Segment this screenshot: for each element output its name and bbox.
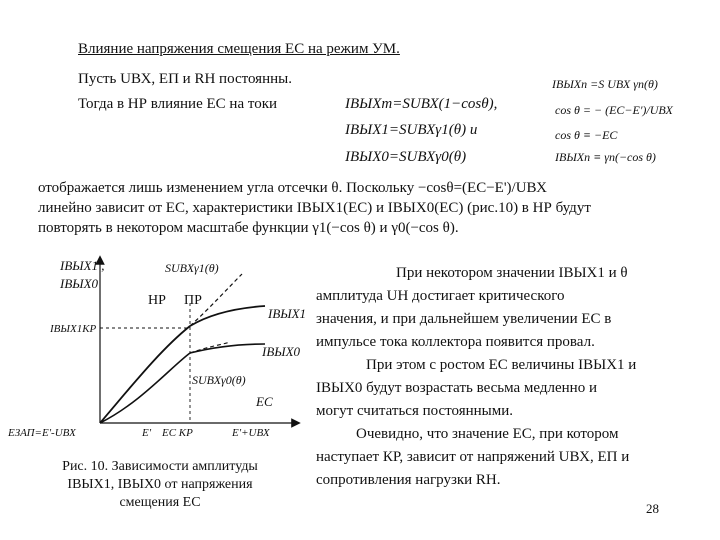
y-axis-label-1: IВЫХ1 , bbox=[60, 258, 105, 273]
figure-caption bbox=[40, 458, 280, 512]
x-tick-ezap: EЗАП=E'-UВХ bbox=[8, 427, 76, 439]
caption-line-2: IВЫХ1, IВЫХ0 от напряжения bbox=[67, 477, 253, 492]
right-line-4: импульсе тока коллектора появится провал. bbox=[316, 334, 595, 350]
right-line-9: наступает КР, зависит от напряжений UВХ, EП и bbox=[316, 449, 630, 465]
caption-line-1: Рис. 10. Зависимости амплитуды bbox=[62, 459, 258, 474]
right-line-2: амплитуда UН достигает критического bbox=[316, 288, 565, 304]
formula-ivyx1: IВЫХ1=SUВХγ1(θ) и bbox=[345, 122, 478, 138]
formula-cos-theta: cos θ = − (EC−E')/UВХ bbox=[555, 103, 673, 117]
premise-text-2: Тогда в НР влияние EC на токи bbox=[78, 96, 278, 112]
curve-label-i1: IВЫХ1 bbox=[268, 306, 307, 321]
curve-i1-nr bbox=[100, 326, 190, 423]
caption-line-3: смещения EC bbox=[119, 495, 201, 510]
x-tick-ekr: EС КР bbox=[162, 427, 193, 439]
region-label-pr: ПР bbox=[184, 293, 202, 308]
right-line-5: При этом с ростом EC величины IВЫХ1 и bbox=[366, 357, 637, 373]
formula-ivyxn-equiv: IВЫХn ≡ γn(−cos θ) bbox=[555, 150, 656, 164]
curve-label-gamma1: SUВХγ1(θ) bbox=[165, 261, 219, 275]
y-tick-kr-label: IВЫХ1КР bbox=[50, 323, 97, 335]
curve-i0-nr bbox=[100, 353, 190, 423]
premise-text: Пусть UВХ, EП и RН постоянны. bbox=[78, 71, 292, 87]
region-label-nr: НР bbox=[148, 293, 166, 308]
paragraph-line-3: повторять в некотором масштабе функции γ1(−cos θ) и γ0(−cos θ). bbox=[38, 220, 459, 236]
x-axis-label: EC bbox=[256, 394, 273, 409]
right-line-6: IВЫХ0 будут возрастать весьма медленно и bbox=[316, 380, 597, 396]
y-axis-label-2: IВЫХ0 bbox=[60, 276, 99, 291]
right-column-text bbox=[316, 262, 684, 492]
formula-ivyxm: IВЫХm=SUВХ(1−cosθ), bbox=[345, 96, 498, 112]
paragraph-line-2: линейно зависит от EC, характеристики IВЫХ1(EC) и IВЫХ0(EC) (рис.10) в НР будут bbox=[38, 200, 591, 216]
right-line-8: Очевидно, что значение EC, при котором bbox=[356, 426, 619, 442]
main-paragraph bbox=[38, 178, 688, 238]
page-number: 28 bbox=[646, 501, 659, 516]
formula-cos-equiv: cos θ ≡ −EC bbox=[555, 128, 618, 142]
formula-ivyx0: IВЫХ0=SUВХγ0(θ) bbox=[345, 149, 467, 165]
curve-i0-pr bbox=[190, 344, 265, 353]
right-line-1: При некотором значении IВЫХ1 и θ bbox=[396, 265, 628, 281]
paragraph-line-1: отображается лишь изменением угла отсечки θ. Поскольку −cosθ=(EC−E')/UВХ bbox=[38, 180, 547, 196]
formula-ivyxn: IВЫХn =S UВХ γn(θ) bbox=[552, 77, 658, 91]
slide-title: Влияние напряжения смещения EC на режим УМ. bbox=[78, 41, 400, 57]
right-line-7: могут считаться постоянными. bbox=[316, 403, 514, 419]
x-tick-eprime-plus: E'+UВХ bbox=[232, 427, 270, 439]
right-line-10: сопротивления нагрузки RН. bbox=[316, 472, 501, 488]
curve-label-i0: IВЫХ0 bbox=[262, 344, 301, 359]
curve-label-gamma0: SUВХγ0(θ) bbox=[192, 373, 246, 387]
x-tick-eprime: E' bbox=[142, 427, 152, 439]
right-line-3: значения, и при дальнейшем увеличении EC в bbox=[316, 311, 612, 327]
